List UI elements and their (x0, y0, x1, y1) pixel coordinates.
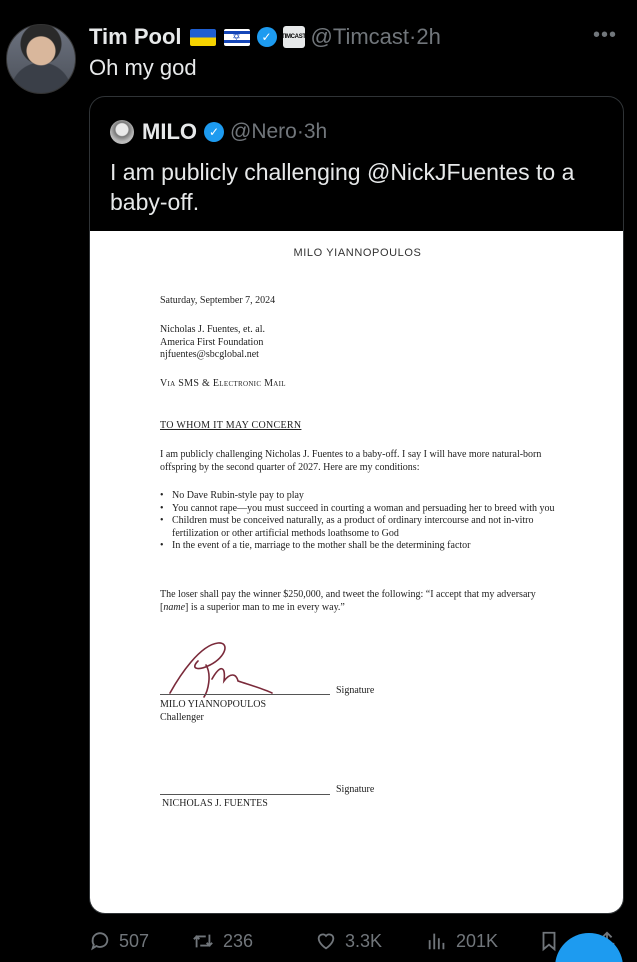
recipient-email: njfuentes@sbcglobal.net (160, 349, 259, 360)
heart-icon (315, 930, 337, 952)
quote-timestamp: 3h (303, 120, 328, 143)
quote-author-name: MILO (142, 119, 197, 144)
terms-placeholder: name (163, 601, 186, 613)
views-chart-icon (426, 930, 448, 952)
signature-line-2 (160, 794, 330, 795)
signer-1-name: MILO YIANNOPOULOS (160, 699, 267, 710)
quote-author-avatar (110, 120, 134, 144)
signer-2-name: NICHOLAS J. FUENTES (162, 798, 268, 809)
like-button[interactable] (315, 930, 382, 952)
tweet-timestamp[interactable]: 2h (416, 24, 441, 49)
retweet-button[interactable] (191, 930, 253, 952)
signature-line-1 (160, 694, 330, 695)
israel-flag-icon (224, 29, 250, 46)
signer-1 (160, 699, 266, 724)
letter-date: Saturday, September 7, 2024 (160, 295, 276, 306)
reply-icon (89, 930, 111, 952)
letterhead: MILO YIANNOPOULOS (293, 247, 422, 259)
verified-badge-icon[interactable]: ✓ (257, 27, 277, 47)
letter-conditions (160, 490, 560, 553)
quote-verified-badge-icon: ✓ (204, 122, 224, 142)
condition-item: • In the event of a tie, marriage to the mother shall be the determining factor (160, 540, 560, 553)
ukraine-flag-icon (190, 29, 216, 46)
views-count: 201K (456, 930, 499, 951)
tweet-actions (89, 926, 637, 956)
letter-delivery: Via SMS & Electronic Mail (160, 378, 286, 389)
tweet-header (89, 22, 617, 52)
quote-author-handle: @Nero·3h (230, 120, 328, 143)
views-button[interactable] (426, 930, 498, 952)
quoted-tweet-card[interactable] (89, 96, 624, 914)
recipient-org: America First Foundation (160, 336, 264, 348)
retweet-icon (191, 930, 215, 952)
reply-count: 507 (119, 930, 150, 951)
signature-label-1: Signature (336, 685, 375, 696)
more-horizontal-icon[interactable]: ••• (592, 24, 617, 46)
tweet-text: Oh my god (89, 55, 197, 80)
condition-item: • You cannot rape—you must succeed in courting a woman and persuading her to breed with you (160, 503, 560, 516)
author-name[interactable]: Tim Pool (89, 24, 182, 49)
condition-item: • Children must be conceived naturally, as a product of ordinary intercourse and not in-vitro fertilization or other artificial methods loathsome to God (160, 515, 560, 540)
letter-body: I am publicly challenging Nicholas J. Fuentes to a baby-off. I say I will have more natural-born offspring by the second quarter of 2027. Here are my conditions: (160, 449, 542, 473)
retweet-count: 236 (223, 930, 254, 951)
letter-image[interactable] (90, 231, 624, 914)
affiliate-badge-icon[interactable]: TIMCAST (283, 26, 305, 48)
bookmark-icon (539, 930, 559, 952)
quote-text: I am publicly challenging @NickJFuentes to a baby-off. (110, 159, 575, 215)
like-count: 3.3K (345, 930, 383, 951)
letter-salutation: TO WHOM IT MAY CONCERN (160, 420, 302, 431)
condition-item: • No Dave Rubin-style pay to play (160, 490, 560, 503)
letter-recipient (160, 324, 265, 362)
letter-terms: The loser shall pay the winner $250,000, and tweet the following: “I accept that my adversary [name] is a superior man to me in every way.” (160, 589, 536, 613)
reply-button[interactable] (89, 930, 149, 952)
signer-1-role: Challenger (160, 711, 204, 723)
recipient-name: Nicholas J. Fuentes, et. al. (160, 324, 265, 335)
quote-header (110, 119, 327, 145)
author-handle[interactable]: @Timcast·2h (310, 24, 441, 49)
signature-label-2: Signature (336, 784, 375, 795)
author-avatar[interactable] (6, 24, 76, 94)
